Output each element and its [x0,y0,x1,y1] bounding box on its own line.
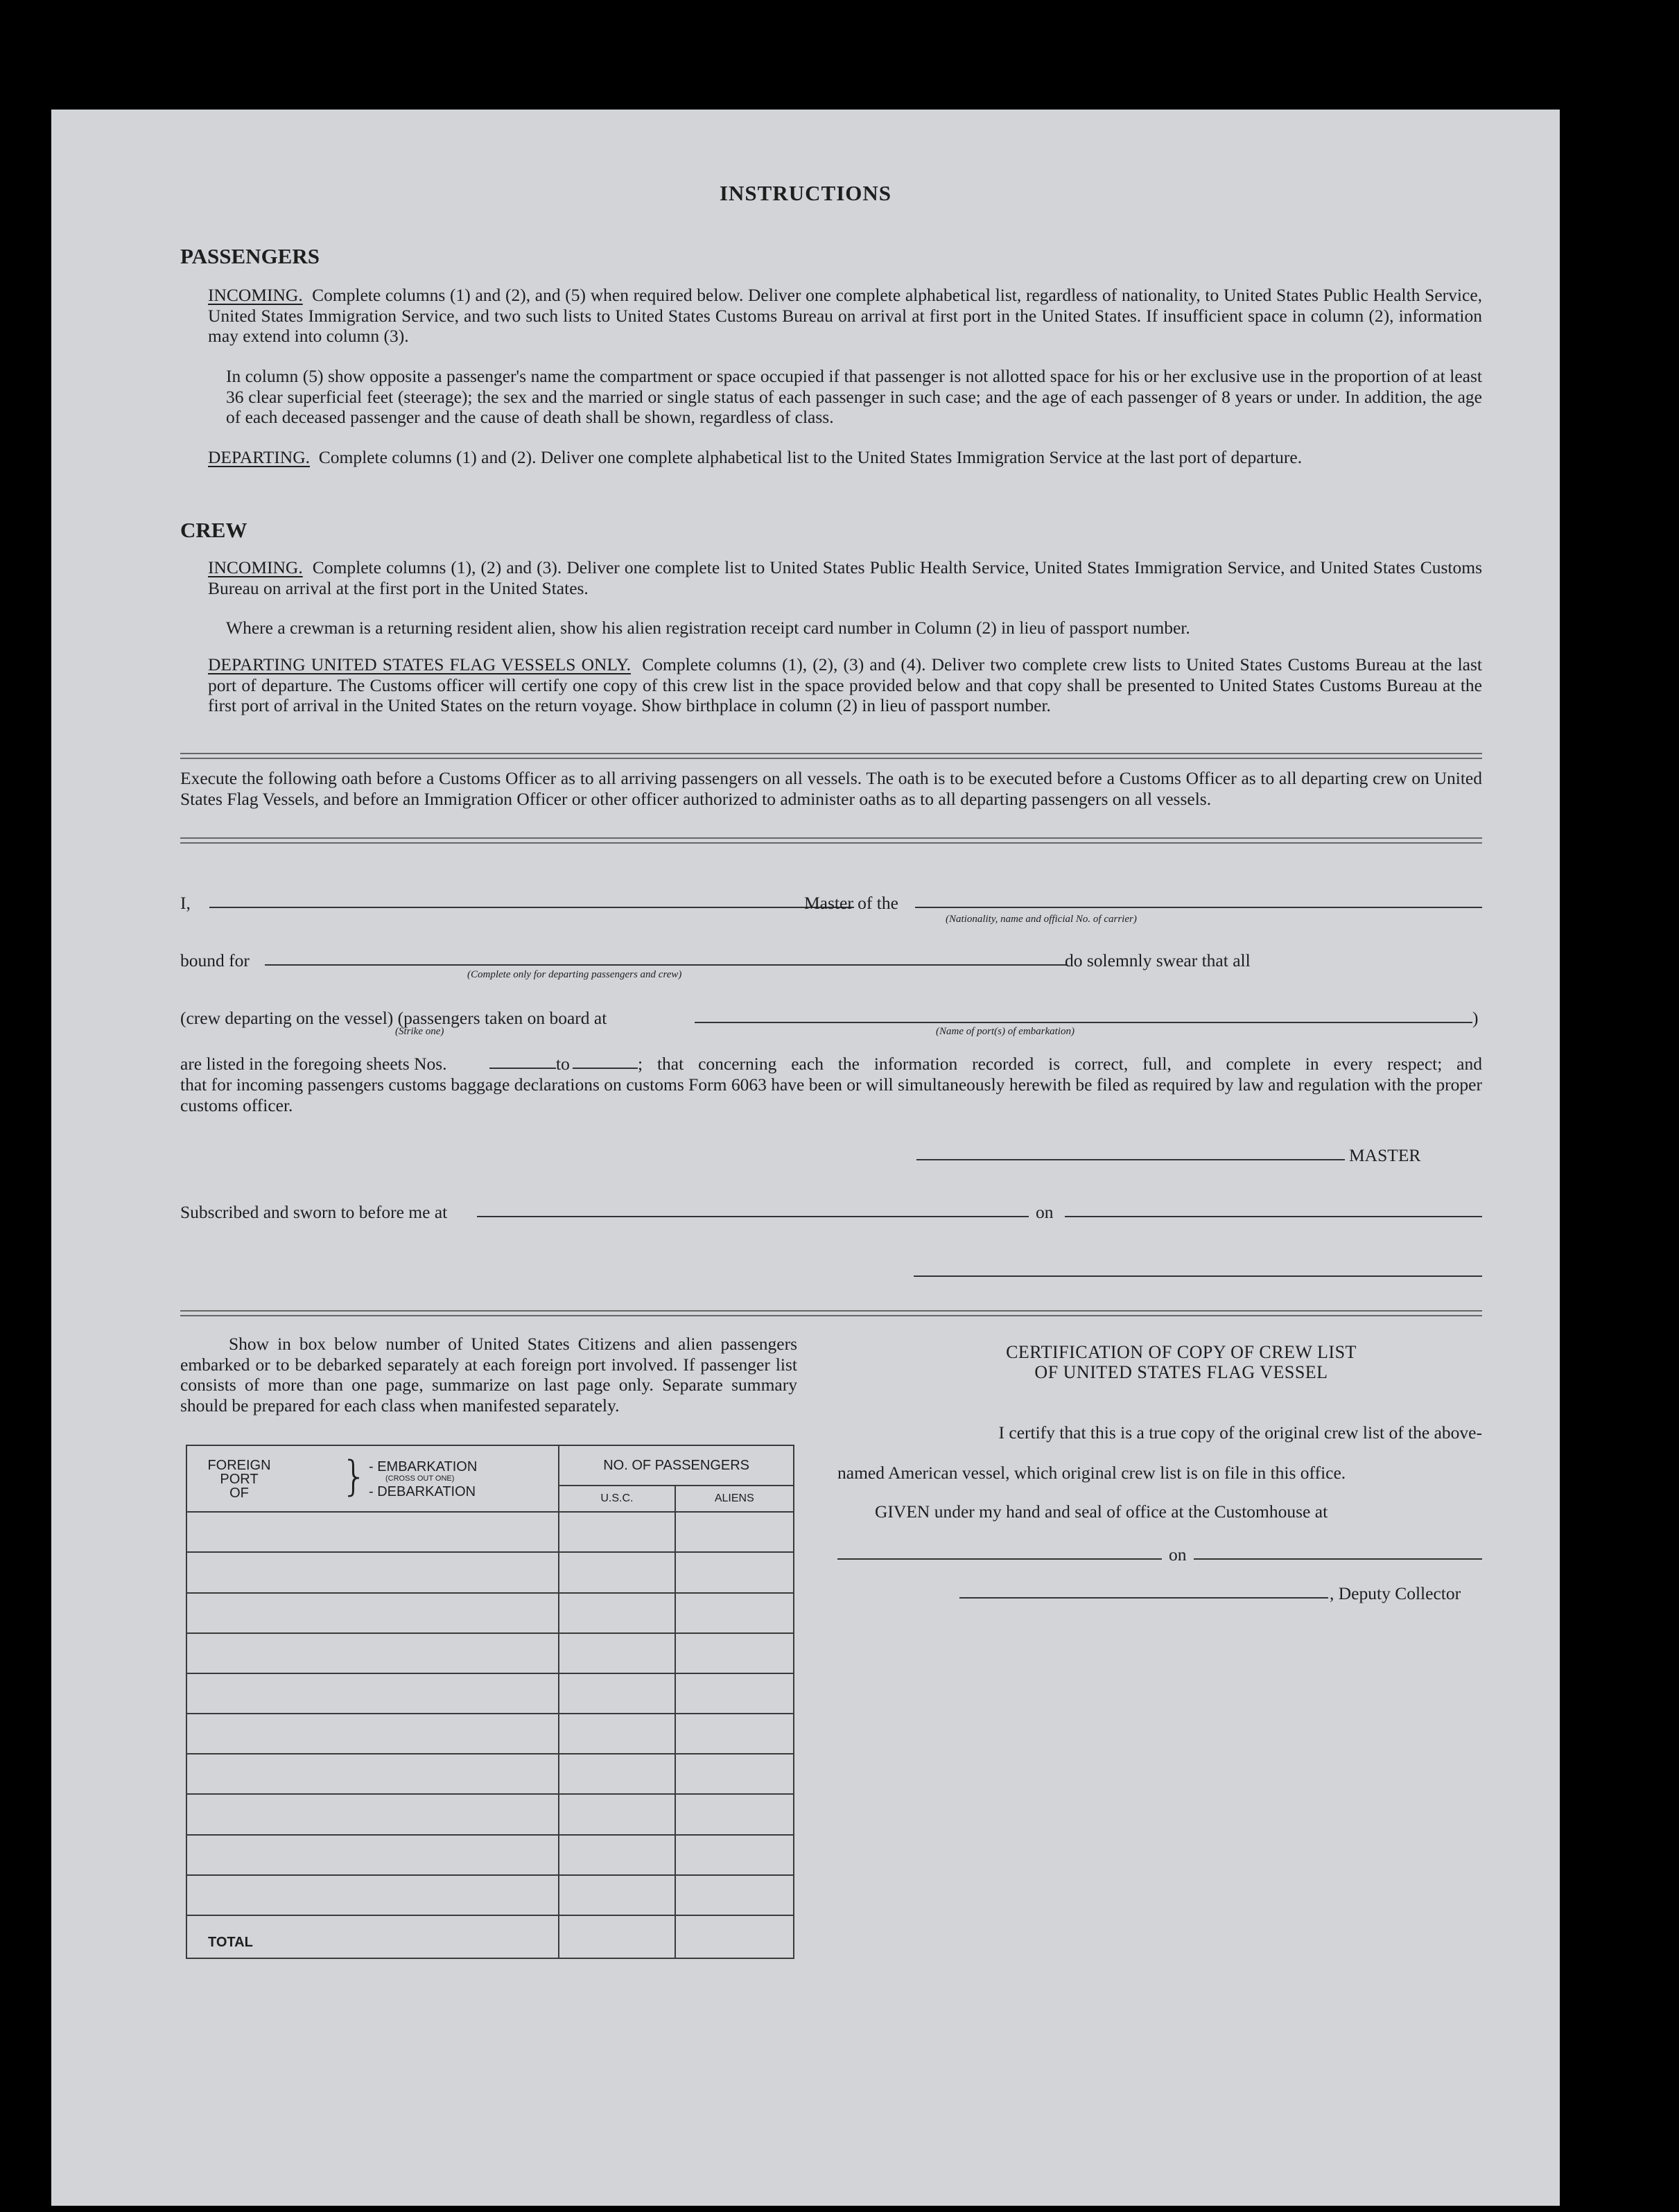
aliens-cell[interactable] [675,1593,794,1633]
aliens-cell[interactable] [675,1875,794,1915]
usc-cell[interactable] [559,1593,675,1633]
usc-cell[interactable] [559,1714,675,1754]
certification-title-line2: OF UNITED STATES FLAG VESSEL [1034,1362,1328,1382]
bound-for-label: bound for [180,950,250,970]
port-cell[interactable] [186,1794,559,1834]
form-page [51,110,1560,2206]
passengers-incoming-text: Complete columns (1) and (2), and (5) when required below. Deliver one complete alphabetical list, regardless of nationality, to United States Public Health Service, United States Immigration Service, and two such lists to United States Customs Bureau on arrival at first port in the United States. If insufficient space in column (2), information may extend into column (3). [208,285,1483,346]
crew-resident-paragraph [226,618,1482,638]
foreign-port-label-line2: PORT [220,1472,259,1487]
certification-line2: named American vessel, which original crew list is on file in this office. [837,1463,1346,1483]
subscribed-place-field[interactable] [477,1216,1029,1217]
oath-intro-text: Execute the following oath before a Customs Officer as to all arriving passengers on all vessels. The oath is to be executed before a Customs Officer as to all departing crew on United States Flag Vessels, and before an Immigration Officer or other officer authorized to administer oaths as to all departing passengers on all vessels. [180,768,1482,809]
subscribed-label: Subscribed and sworn to before me at [180,1202,448,1222]
usc-cell[interactable] [559,1633,675,1673]
crew-departing-text: Complete columns (1), (2), (3) and (4). Deliver two complete crew lists to United States Customs Bureau at the last port of departure. The Customs officer will certify one copy of this crew list in the space provided below and that copy shall be presented to United States Customs Bureau at the first port of arrival in the United States on the return voyage. Show birthplace in column (2) in lieu of passport number. [208,654,1482,715]
passengers-departing-paragraph [208,447,1482,468]
lower-divider [180,1310,1482,1316]
usc-cell[interactable] [559,1512,675,1552]
complete-only-note: (Complete only for departing passengers and crew) [467,969,682,980]
subscribed-date-field[interactable] [1065,1216,1482,1217]
customhouse-place-field[interactable] [837,1558,1162,1560]
crew-incoming-text: Complete columns (1), (2) and (3). Deliver one complete list to United States Public Health Service, United States Immigration Service, and United States Customs Bureau on arrival at the first port in the United States. [208,557,1483,598]
officer-signature-field[interactable] [914,1275,1482,1277]
aliens-total-cell[interactable] [675,1915,794,1958]
bound-for-field[interactable] [265,964,1068,966]
certification-line3: GIVEN under my hand and seal of office at the Customhouse at [875,1501,1328,1522]
passenger-summary-table [186,1445,794,1959]
crew-incoming-label: INCOMING. [208,557,303,577]
listed-post-label: ; that concerning each the information recorded is correct, full, and complete in every respect; and [638,1054,1482,1074]
port-cell[interactable] [186,1754,559,1794]
certification-date-field[interactable] [1194,1558,1482,1560]
strike-one-note: (Strike one) [395,1026,444,1037]
foreign-port-label-line1: FOREIGN [207,1458,271,1473]
port-cell[interactable] [186,1673,559,1714]
vessel-field[interactable] [915,907,1482,908]
certification-title-line1: CERTIFICATION OF COPY OF CREW LIST [1006,1342,1357,1362]
aliens-cell[interactable] [675,1512,794,1552]
aliens-cell[interactable] [675,1673,794,1714]
usc-cell[interactable] [559,1552,675,1592]
passengers-incoming-paragraph [208,285,1482,347]
crew-heading: CREW [180,518,247,542]
passengers-heading: PASSENGERS [180,244,320,268]
port-cell[interactable] [186,1714,559,1754]
port-header-cell [186,1445,559,1512]
crew-departing-label: (crew departing on the vessel) (passengers taken on board at [180,1008,607,1028]
passengers-departing-text: Complete columns (1) and (2). Deliver one complete alphabetical list to the United States Immigration Service at the last port of departure. [318,447,1303,467]
deputy-signature-field[interactable] [959,1597,1328,1599]
port-note: (Name of port(s) of embarkation) [936,1026,1075,1037]
certification-on-label: on [1169,1544,1187,1565]
table-row [186,1593,794,1633]
passengers-incoming-label: INCOMING. [208,285,303,305]
usc-cell[interactable] [559,1875,675,1915]
deputy-collector-label: , Deputy Collector [1330,1583,1461,1603]
aliens-cell[interactable] [675,1794,794,1834]
sheet-to-field[interactable] [573,1068,638,1069]
aliens-cell[interactable] [675,1754,794,1794]
passengers-column5-paragraph [226,366,1482,428]
listed-rest-paragraph [180,1074,1482,1115]
summary-instructions-text: Show in box below number of United States Citizens and alien passengers embarked or to be debarked separately at each foreign port involved. If passenger list consists of more than one page, summarize on last page only. Separate summary should be prepared for each class when manifested separately. [180,1334,797,1416]
listed-pre-label: are listed in the foregoing sheets Nos. [180,1054,447,1074]
aliens-cell[interactable] [675,1835,794,1875]
table-row [186,1835,794,1875]
usc-cell[interactable] [559,1754,675,1794]
no-passengers-header: NO. OF PASSENGERS [559,1445,794,1486]
close-paren: ) [1472,1008,1479,1028]
aliens-header: ALIENS [675,1486,794,1512]
passengers-column5-text: In column (5) show opposite a passenger's name the compartment or space occupied if that passenger is not allotted space for his or her exclusive use in the proportion of at least 36 clear superficial feet (steerage); the sex and the married or single status of each passenger in such case; and the age of each passenger of 8 years or under. In addition, the age of each deceased passenger and the cause of death shall be shown, regardless of class. [226,366,1482,427]
passengers-departing-label: DEPARTING. [208,447,310,467]
crew-departing-label: DEPARTING UNITED STATES FLAG VESSELS ONLY. [208,654,631,674]
port-cell[interactable] [186,1633,559,1673]
cross-out-note: (CROSS OUT ONE) [385,1474,455,1483]
table-row [186,1754,794,1794]
port-cell[interactable] [186,1875,559,1915]
brace-icon: } [341,1452,368,1501]
usc-header: U.S.C. [559,1486,675,1512]
aliens-cell[interactable] [675,1552,794,1592]
usc-cell[interactable] [559,1835,675,1875]
listed-rest-text: that for incoming passengers customs baggage declarations on customs Form 6063 have been or will simultaneously herewith be filed as required by law and regulation with the proper customs officer. [180,1074,1482,1115]
crew-departing-paragraph [208,654,1482,716]
crew-resident-text: Where a crewman is a returning resident alien, show his alien registration receipt card number in Column (2) in lieu of passport number. [226,618,1190,638]
port-cell[interactable] [186,1552,559,1592]
crew-incoming-paragraph [208,557,1482,598]
port-of-embarkation-field[interactable] [695,1022,1472,1023]
table-row [186,1633,794,1673]
table-row [186,1673,794,1714]
master-of-label: Master of the [804,893,898,913]
port-cell[interactable] [186,1512,559,1552]
master-name-field[interactable] [209,907,854,908]
port-cell[interactable] [186,1593,559,1633]
table-row [186,1875,794,1915]
listed-to-label: to [556,1054,570,1074]
oath-i-label: I, [180,893,191,913]
aliens-cell[interactable] [675,1633,794,1673]
summary-instructions-paragraph [180,1334,797,1416]
master-signature-field[interactable] [916,1159,1345,1160]
table-row [186,1714,794,1754]
foreign-port-label-line3: OF [229,1486,249,1501]
sheet-from-field[interactable] [489,1068,556,1069]
table-row [186,1794,794,1834]
total-row [186,1915,794,1958]
usc-cell[interactable] [559,1794,675,1834]
debarkation-label: - DEBARKATION [369,1484,476,1499]
nationality-note: (Nationality, name and official No. of carrier) [946,914,1137,925]
total-label: TOTAL [186,1915,559,1958]
master-label: MASTER [1349,1145,1421,1165]
certification-line1: I certify that this is a true copy of the original crew list of the above- [998,1422,1482,1443]
swear-label: do solemnly swear that all [1065,950,1251,970]
aliens-cell[interactable] [675,1714,794,1754]
port-cell[interactable] [186,1835,559,1875]
section-divider [180,753,1482,759]
foreign-port-label [187,1458,291,1500]
table-row [186,1552,794,1592]
subscribed-on-label: on [1036,1202,1054,1222]
page-title: INSTRUCTIONS [719,181,891,205]
embarkation-label: - EMBARKATION [369,1459,478,1474]
table-row [186,1512,794,1552]
certification-title [869,1342,1493,1382]
oath-divider [180,837,1482,844]
usc-total-cell[interactable] [559,1915,675,1958]
oath-intro-paragraph [180,768,1482,809]
usc-cell[interactable] [559,1673,675,1714]
